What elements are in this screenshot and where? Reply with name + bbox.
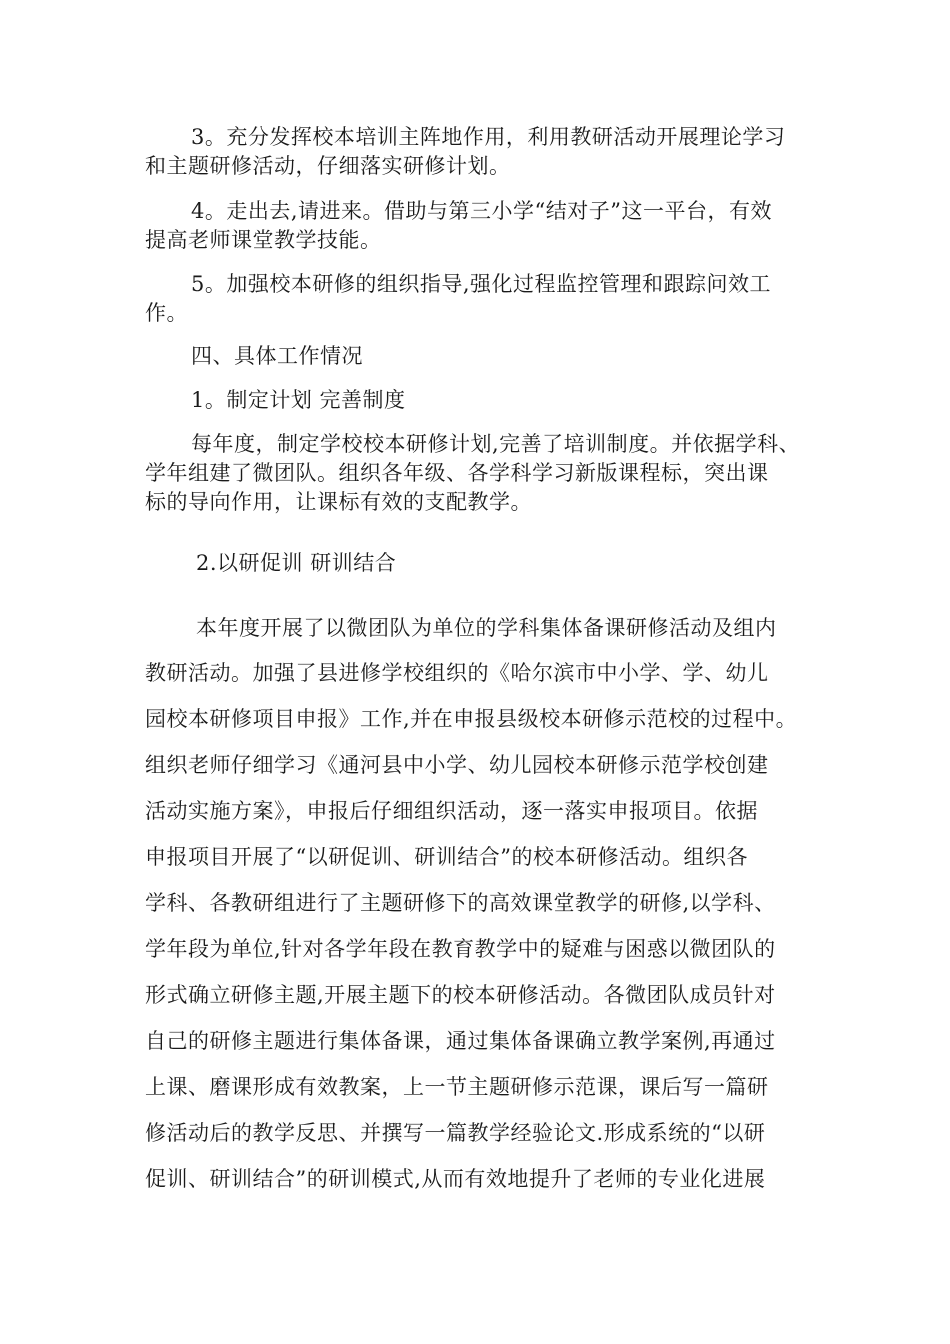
section-4-heading: 四、具体工作情况 (191, 344, 363, 368)
item-5-line-1: 5。加强校本研修的组织指导,强化过程监控管理和跟踪问效工 (191, 272, 772, 296)
subsection-2-body-line: 组织老师仔细学习《通河县中小学、幼儿园校本研修示范学校创建 (145, 753, 769, 777)
subsection-2-body-line: 修活动后的教学反思、并撰写一篇教学经验论文.形成系统的“以研 (145, 1121, 766, 1145)
subsection-2-body-line: 园校本研修项目申报》工作,并在申报县级校本研修示范校的过程中。 (145, 707, 798, 731)
subsection-2-body-line: 学科、各教研组进行了主题研修下的高效课堂教学的研修,以学科、 (145, 891, 776, 915)
subsection-2-body-line: 本年度开展了以微团队为单位的学科集体备课研修活动及组内 (196, 616, 777, 640)
subsection-2-body-line: 学年段为单位,针对各学年段在教育教学中的疑难与困惑以微团队的 (145, 937, 776, 961)
item-3-line-1: 3。充分发挥校本培训主阵地作用，利用教研活动开展理论学习 (191, 125, 786, 149)
item-4-line-2: 提高老师课堂教学技能。 (145, 228, 382, 252)
subsection-2-body-line: 上课、磨课形成有效教案，上一节主题研修示范课，课后写一篇研 (145, 1075, 769, 1099)
subsection-1-body-line-2: 学年组建了微团队。组织各年级、各学科学习新版课程标，突出课 (145, 461, 769, 485)
item-4-line-1: 4。走出去,请进来。借助与第三小学“结对子”这一平台，有效 (191, 199, 773, 223)
subsection-1-body-line-3: 标的导向作用，让课标有效的支配教学。 (145, 490, 532, 514)
subsection-2-body-line: 教研活动。加强了县进修学校组织的《哈尔滨市中小学、学、幼儿 (145, 661, 769, 685)
subsection-1-heading: 1。制定计划 完善制度 (191, 388, 406, 412)
subsection-2-body-line: 活动实施方案》，申报后仔细组织活动，逐一落实申报项目。依据 (145, 799, 758, 823)
item-5-line-2: 作。 (145, 301, 188, 325)
subsection-2-body-line: 促训、研训结合”的研训模式,从而有效地提升了老师的专业化进展 (145, 1167, 766, 1191)
item-3-line-2: 和主题研修活动，仔细落实研修计划。 (145, 154, 511, 178)
subsection-2-body-line: 形式确立研修主题,开展主题下的校本研修活动。各微团队成员针对 (145, 983, 776, 1007)
subsection-2-body-line: 申报项目开展了“以研促训、研训结合”的校本研修活动。组织各 (145, 845, 748, 869)
subsection-2-heading: 2.以研促训 研训结合 (196, 551, 397, 575)
subsection-1-body-line-1: 每年度，制定学校校本研修计划,完善了培训制度。并依据学科、 (191, 432, 801, 456)
subsection-2-body-line: 自己的研修主题进行集体备课，通过集体备课确立教学案例,再通过 (145, 1029, 776, 1053)
